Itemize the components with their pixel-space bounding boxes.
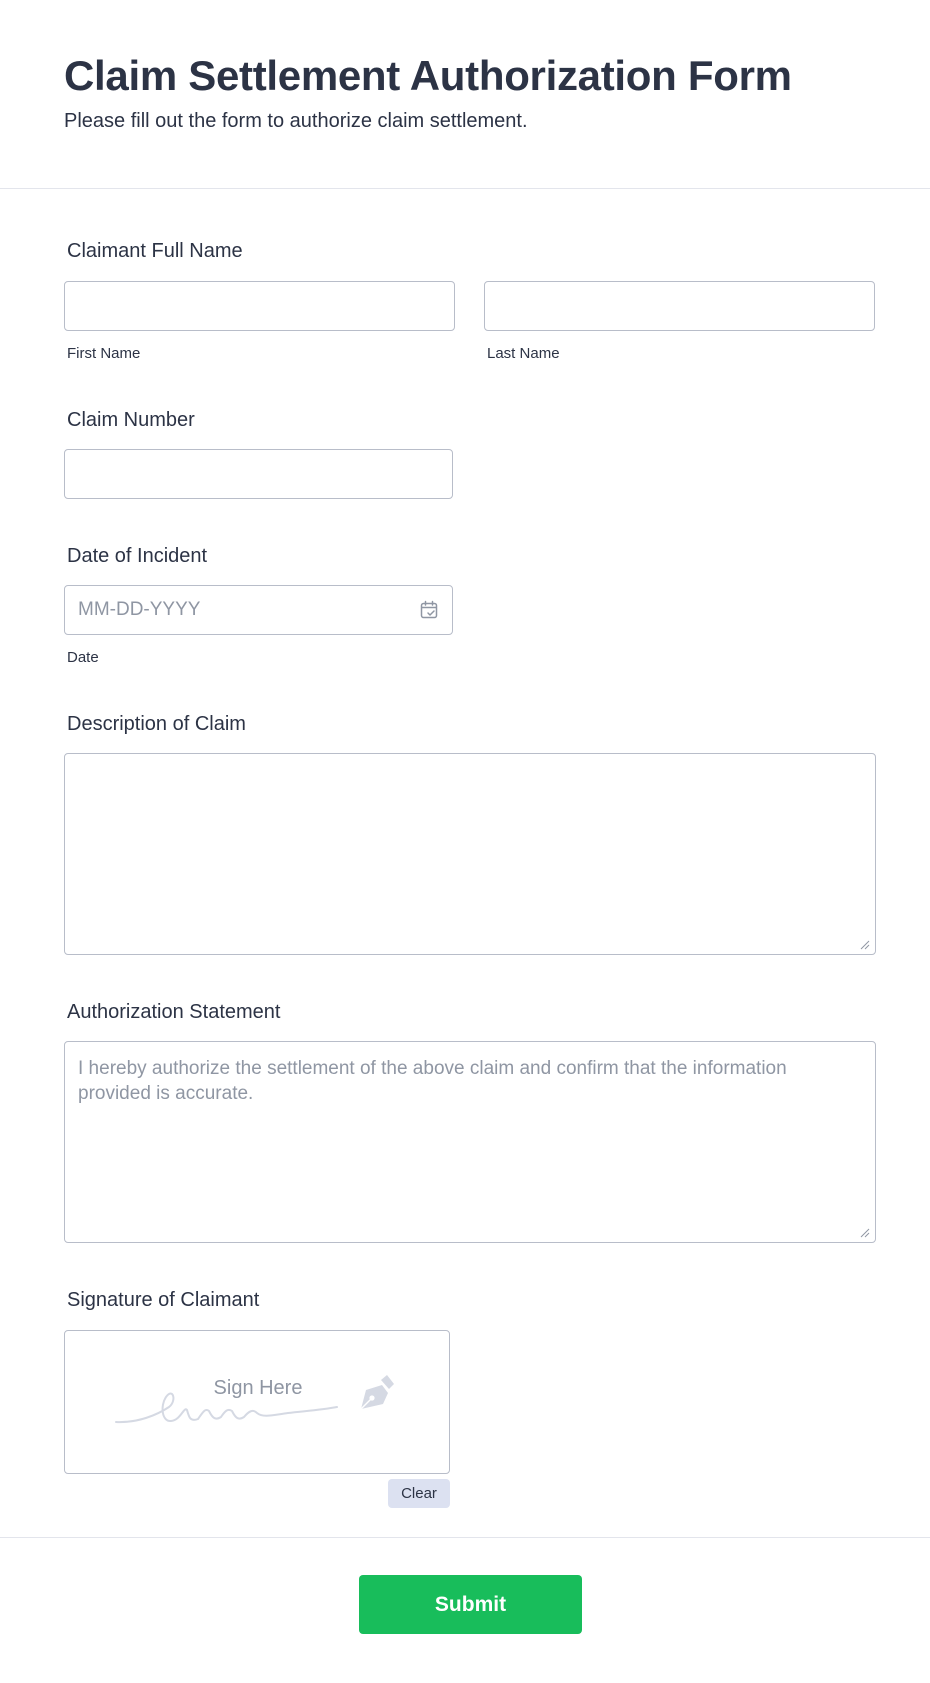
signature-label: Signature of Claimant bbox=[67, 1289, 260, 1311]
signature-pad[interactable] bbox=[64, 1330, 450, 1474]
clear-signature-button[interactable]: Clear bbox=[388, 1479, 450, 1508]
last-name-sublabel: Last Name bbox=[487, 345, 560, 362]
description-label: Description of Claim bbox=[67, 713, 246, 735]
sign-here-prompt: Sign Here bbox=[213, 1377, 303, 1399]
page-subtitle: Please fill out the form to authorize claim settlement. bbox=[64, 110, 528, 132]
authorization-textarea[interactable] bbox=[64, 1041, 876, 1243]
footer-divider bbox=[0, 1537, 930, 1538]
description-textarea[interactable] bbox=[64, 753, 876, 955]
date-of-incident-input[interactable] bbox=[64, 585, 453, 635]
date-picker bbox=[64, 585, 453, 635]
resize-handle-icon[interactable] bbox=[860, 940, 870, 950]
first-name-input[interactable] bbox=[64, 281, 455, 331]
form-header bbox=[0, 0, 930, 189]
claim-number-input[interactable] bbox=[64, 449, 453, 499]
resize-handle-icon[interactable] bbox=[860, 1228, 870, 1238]
submit-button[interactable]: Submit bbox=[359, 1575, 582, 1634]
date-of-incident-label: Date of Incident bbox=[67, 545, 208, 567]
pen-nib-icon bbox=[355, 1373, 395, 1413]
authorization-label: Authorization Statement bbox=[67, 1001, 281, 1023]
last-name-input[interactable] bbox=[484, 281, 875, 331]
claim-number-label: Claim Number bbox=[67, 409, 195, 431]
claimant-name-label: Claimant Full Name bbox=[67, 240, 243, 262]
first-name-sublabel: First Name bbox=[67, 345, 141, 362]
date-sublabel: Date bbox=[67, 649, 99, 666]
calendar-icon[interactable] bbox=[419, 600, 439, 620]
page-title: Claim Settlement Authorization Form bbox=[64, 52, 792, 99]
